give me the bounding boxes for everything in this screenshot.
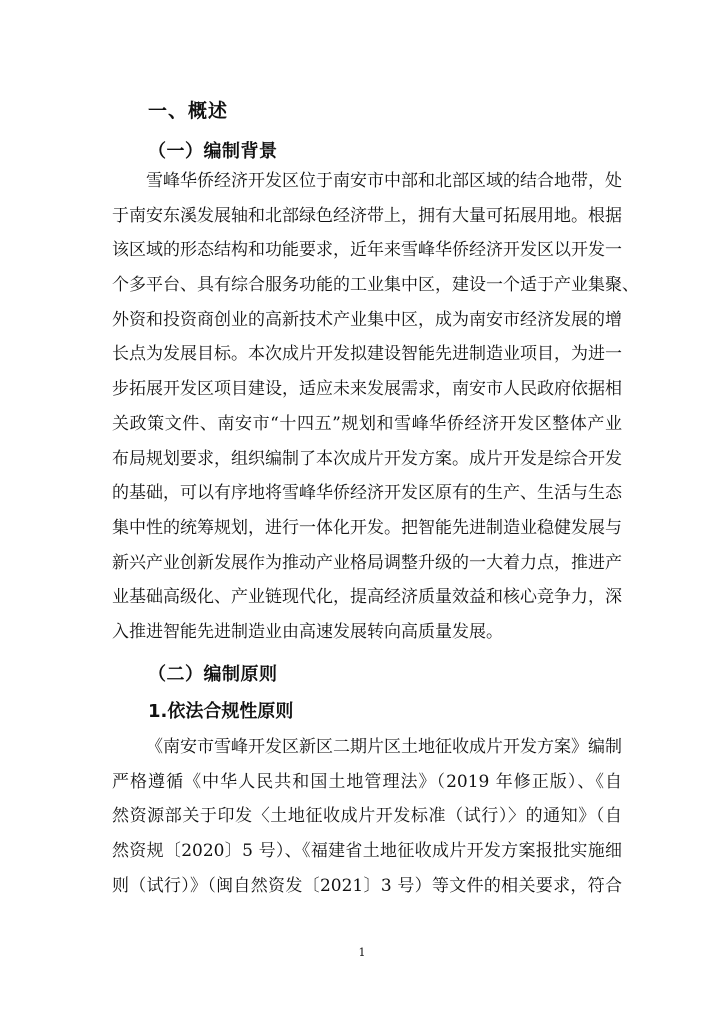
paragraph-line: 《南安市雪峰开发区新区二期片区土地征收成片开发方案》编制	[146, 737, 622, 757]
paragraph-line: 然资规〔2020〕5 号）、《福建省土地征收成片开发方案报批实施细	[112, 841, 622, 862]
paragraph-line: 步拓展开发区项目建设，适应未来发展需求，南安市人民政府依据相	[112, 379, 622, 400]
heading-overview: 一、概述	[148, 100, 229, 122]
paragraph-background	[112, 164, 639, 650]
paragraph-line: 长点为发展目标。本次成片开发拟建设智能先进制造业项目，为进一	[112, 344, 622, 365]
paragraph-line: 个多平台、具有综合服务功能的工业集中区，建设一个适于产业集聚、	[112, 275, 639, 296]
paragraph-line: 然资源部关于印发〈土地征收成片开发标准（试行）〉的通知》（自	[112, 806, 622, 827]
paragraph-line: 外资和投资商创业的高新技术产业集中区，成为南安市经济发展的增	[112, 309, 622, 330]
heading-legal-compliance: 1.依法合规性原则	[148, 701, 294, 722]
paragraph-line: 严格遵循《中华人民共和国土地管理法》（2019 年修正版）、《自	[112, 771, 622, 792]
paragraph-line: 集中性的统筹规划，进行一体化开发。把智能先进制造业稳健发展与	[112, 517, 622, 538]
heading-principles: （二）编制原则	[148, 664, 278, 685]
paragraph-line: 关政策文件、南安市“十四五”规划和雪峰华侨经济开发区整体产业	[112, 413, 622, 434]
paragraph-line: 该区域的形态结构和功能要求，近年来雪峰华侨经济开发区以开发一	[112, 240, 622, 261]
page-number: 1	[358, 946, 366, 959]
paragraph-line: 于南安东溪发展轴和北部绿色经济带上，拥有大量可拓展用地。根据	[112, 205, 622, 226]
paragraph-line: 雪峰华侨经济开发区位于南安市中部和北部区域的结合地带，处	[146, 171, 622, 191]
paragraph-principles	[112, 730, 622, 903]
paragraph-line: 布局规划要求，组织编制了本次成片开发方案。成片开发是综合开发	[112, 448, 622, 469]
paragraph-line: 业基础高级化、产业链现代化，提高经济质量效益和核心竞争力，深	[112, 587, 622, 608]
paragraph-line: 入推进智能先进制造业由高速发展转向高质量发展。	[112, 621, 503, 642]
heading-background: （一）编制背景	[148, 141, 278, 162]
paragraph-line: 的基础，可以有序地将雪峰华侨经济开发区原有的生产、生活与生态	[112, 483, 622, 504]
paragraph-line: 则（试行）》（闽自然资发〔2021〕3 号）等文件的相关要求，符合	[112, 875, 622, 896]
paragraph-line: 新兴产业创新发展作为推动产业格局调整升级的一大着力点，推进产	[112, 552, 622, 573]
